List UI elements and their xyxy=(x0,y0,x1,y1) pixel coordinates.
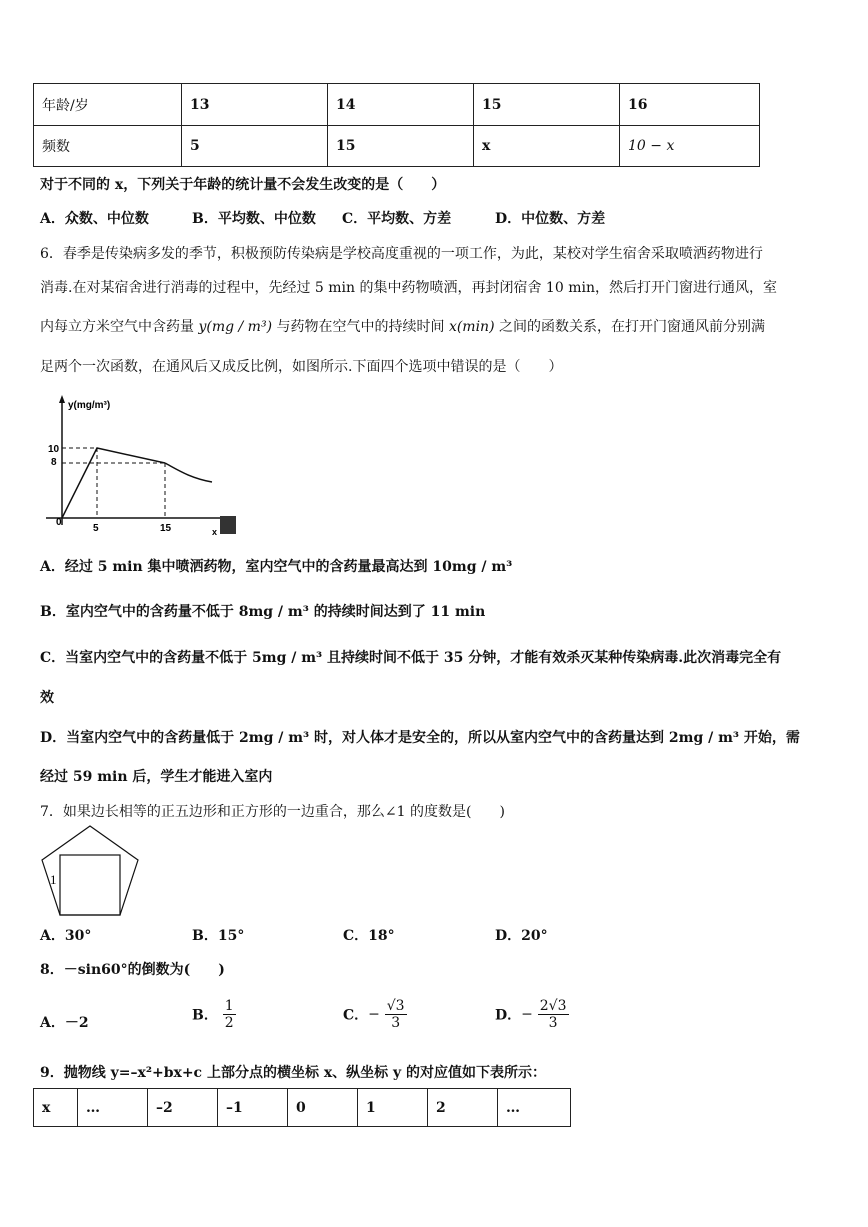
math-y: y(mg / m³) xyxy=(198,319,273,335)
text: 与药物在空气中的持续时间 xyxy=(272,319,449,335)
table-cell: x xyxy=(34,1089,78,1127)
math-x: x(min) xyxy=(448,319,495,335)
q6-option-d-line1: D．当室内空气中的含药量低于 2mg / m³ 时，对人体才是安全的，所以从室内空气中的含药量达到 2mg / m³ 开始，需 xyxy=(40,730,800,746)
table-cell: 16 xyxy=(620,84,760,126)
numerator: 2√3 xyxy=(539,998,567,1014)
text: 之间的函数关系，在打开门窗通风前分别满 xyxy=(494,319,765,335)
table-cell: 15 xyxy=(328,126,474,167)
option-letter: A． xyxy=(40,928,65,944)
minus-sign: − xyxy=(368,1006,380,1023)
q5-option-b xyxy=(192,209,316,229)
q6-option-a: A．经过 5 min 集中喷洒药物，室内空气中的含药量最高达到 10mg / m³ xyxy=(40,559,513,575)
option-text: 30° xyxy=(64,928,92,944)
origin-label: 0 xyxy=(56,517,62,528)
q7-option-b xyxy=(192,926,244,946)
q7-pentagon-square-figure xyxy=(38,822,144,918)
q6-stem-line2: 消毒.在对某宿舍进行消毒的过程中，先经过 5 min 的集中药物喷洒，再封闭宿舍 10 min，然后打开门窗进行通风，室 xyxy=(40,280,777,296)
q6-option-d-line2: 经过 59 min 后，学生才能进入室内 xyxy=(40,769,273,785)
q9-stem: 9．抛物线 y=–x²+bx+c 上部分点的横坐标 x、纵坐标 y 的对应值如下表所示： xyxy=(40,1065,547,1081)
table-cell: 15 xyxy=(474,84,620,126)
square xyxy=(60,855,120,915)
option-letter: C． xyxy=(342,211,368,227)
text: 内每立方米空气中含药量 xyxy=(40,319,199,335)
x-tick-5: 5 xyxy=(93,523,99,534)
q7-option-d xyxy=(495,926,548,946)
option-letter: C． xyxy=(343,928,369,944)
angle-1-label: 1 xyxy=(50,872,57,887)
q8-stem: 8．－sin60°的倒数为( ) xyxy=(40,962,225,978)
table-cell: 年龄/岁 xyxy=(34,84,182,126)
option-letter: A． xyxy=(40,1015,65,1031)
q6-option-b: B．室内空气中的含药量不低于 8mg / m³ 的持续时间达到了 11 min xyxy=(40,604,486,620)
q6-graph xyxy=(40,392,245,542)
q8-option-a xyxy=(40,1012,89,1032)
fraction xyxy=(385,998,407,1031)
table-cell: 14 xyxy=(328,84,474,126)
table-cell: 频数 xyxy=(34,126,182,167)
q7-option-a xyxy=(40,926,91,946)
denominator: 2 xyxy=(224,1015,234,1031)
option-letter: B． xyxy=(192,928,218,944)
option-text: 20° xyxy=(521,928,548,944)
scan-smudge xyxy=(220,516,236,534)
option-text: 18° xyxy=(368,928,395,944)
q7-stem: 7．如果边长相等的正五边形和正方形的一边重合，那么∠1 的度数是( ) xyxy=(40,804,505,820)
option-text: 平均数、中位数 xyxy=(217,211,316,227)
option-letter: A． xyxy=(40,211,65,227)
table-cell: 2 xyxy=(428,1089,498,1127)
option-letter: B． xyxy=(192,1007,218,1024)
x-axis-label: x xyxy=(212,527,218,537)
q8-options xyxy=(40,998,820,1048)
table-cell: … xyxy=(498,1089,571,1127)
q8-option-b xyxy=(192,998,236,1031)
q6-stem-line3 xyxy=(40,317,765,337)
option-text: 中位数、方差 xyxy=(521,211,606,227)
fraction xyxy=(223,998,236,1031)
numerator: 1 xyxy=(224,998,234,1014)
q8-option-c xyxy=(343,998,407,1031)
option-text: －2 xyxy=(64,1015,89,1031)
graph-curve xyxy=(62,448,165,518)
table-cell: 5 xyxy=(182,126,328,167)
q6-stem-line4: 足两个一次函数，在通风后又成反比例，如图所示.下面四个选项中错误的是（ ） xyxy=(40,359,563,375)
table-cell: –2 xyxy=(148,1089,218,1127)
q6-stem-line1: 6．春季是传染病多发的季节，积极预防传染病是学校高度重视的一项工作，为此，某校对学生宿舍采取喷洒药物进行 xyxy=(40,246,763,262)
y-axis-arrow xyxy=(59,395,65,403)
option-text: 众数、中位数 xyxy=(64,211,149,227)
y-tick-8: 8 xyxy=(51,457,57,468)
table-cell: x xyxy=(474,126,620,167)
table-cell: 10 − x xyxy=(620,126,760,167)
table-cell: 13 xyxy=(182,84,328,126)
option-text: 15° xyxy=(217,928,245,944)
table-cell: 0 xyxy=(288,1089,358,1127)
option-letter: D． xyxy=(495,928,522,944)
option-letter: D． xyxy=(495,1007,522,1024)
table-cell: 1 xyxy=(358,1089,428,1127)
minus-sign: − xyxy=(521,1006,533,1023)
q5-option-d xyxy=(495,209,605,229)
option-letter: D． xyxy=(495,211,522,227)
denominator: 3 xyxy=(548,1015,558,1031)
option-letter: C． xyxy=(343,1007,369,1024)
x-tick-15: 15 xyxy=(160,523,172,534)
numerator: √3 xyxy=(386,998,405,1014)
q7-option-c xyxy=(343,926,395,946)
q5-option-c xyxy=(342,209,451,229)
q6-option-c-line2: 效 xyxy=(40,690,54,706)
q5-option-a xyxy=(40,209,149,229)
q6-option-c-line1: C．当室内空气中的含药量不低于 5mg / m³ 且持续时间不低于 35 分钟，才能有效杀灭某种传染病毒.此次消毒完全有 xyxy=(40,650,782,666)
q8-option-d xyxy=(495,998,569,1031)
denominator: 3 xyxy=(391,1015,401,1031)
option-letter: B． xyxy=(192,211,218,227)
table-cell: –1 xyxy=(218,1089,288,1127)
fraction xyxy=(538,998,569,1031)
pentagon xyxy=(42,826,138,915)
age-frequency-table xyxy=(33,83,760,167)
q9-xy-table xyxy=(33,1088,571,1127)
graph-curve-decay xyxy=(165,463,212,482)
q5-stem: 对于不同的 x，下列关于年龄的统计量不会发生改变的是（ ） xyxy=(40,177,446,193)
y-axis-label: y(mg/m³) xyxy=(68,400,111,411)
y-tick-10: 10 xyxy=(48,444,60,455)
option-text: 平均数、方差 xyxy=(367,211,452,227)
table-cell: … xyxy=(78,1089,148,1127)
